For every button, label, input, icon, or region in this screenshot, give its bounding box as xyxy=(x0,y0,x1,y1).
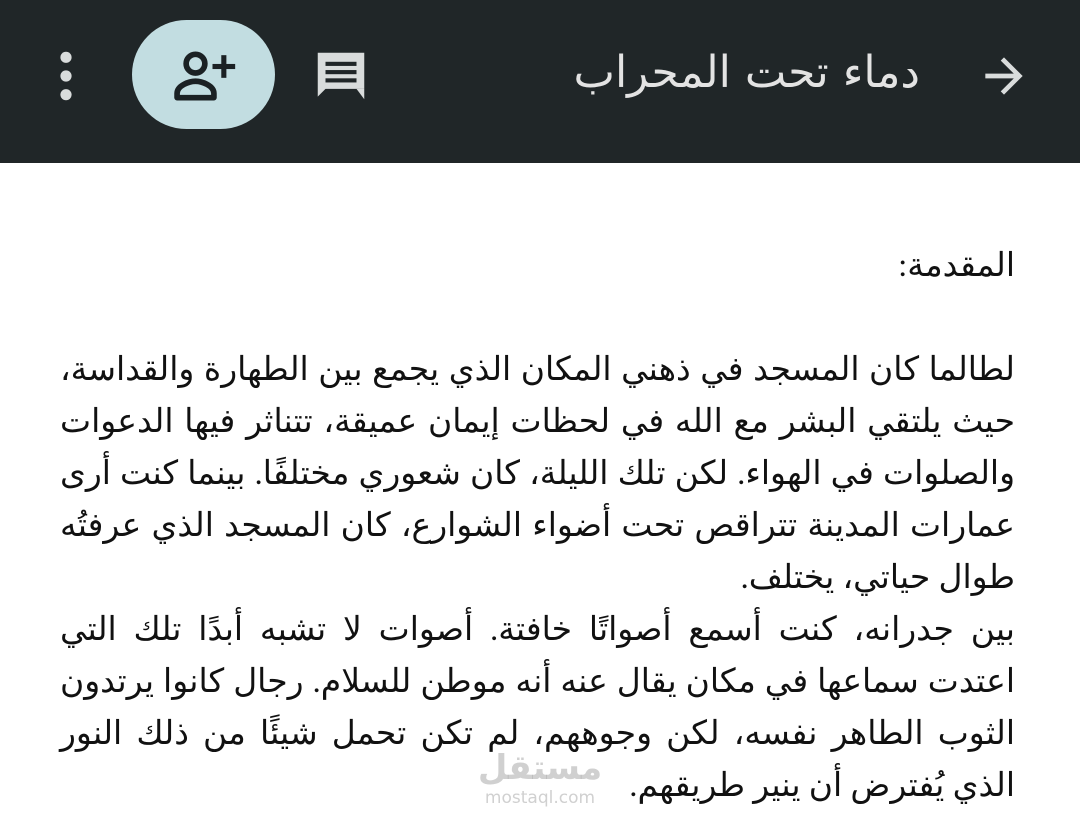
more-options-button[interactable] xyxy=(40,40,92,112)
add-person-button[interactable] xyxy=(132,20,275,129)
person-add-icon xyxy=(170,41,238,109)
arrow-forward-icon xyxy=(976,48,1032,104)
app-toolbar xyxy=(0,0,1080,163)
back-button[interactable] xyxy=(964,36,1044,116)
paragraph: بين جدرانه، كنت أسمع أصواتًا خافتة. أصوات لا تشبه أبدًا تلك التي اعتدت سماعها في مكان يقال عنه أنه موطن للسلام. رجال كانوا يرتدون الثوب الطاهر نفسه، لكن وجوههم، لم تكن تحمل شيئًا من ذلك النور الذي يُفترض أن ينير طريقهم. xyxy=(60,612,1015,804)
section-heading: المقدمة: xyxy=(898,248,1015,284)
document-title: دماء تحت المحراب xyxy=(573,47,920,98)
watermark-logo xyxy=(470,748,610,808)
watermark-latin: mostaql.com xyxy=(484,788,596,808)
more-vert-icon xyxy=(56,48,76,104)
document-body xyxy=(60,240,1015,812)
comments-button[interactable] xyxy=(300,36,382,116)
watermark-arabic: مستقل xyxy=(477,748,603,788)
paragraph: لطالما كان المسجد في ذهني المكان الذي يجمع بين الطهارة والقداسة، حيث يلتقي البشر مع الله في لحظات إيمان عميقة، تتناثر فيها الدعوات والصلوات في الهواء. لكن تلك الليلة، كان شعوري مختلفًا. بينما كنت أرى عمارات المدينة تتراقص تحت أضواء الشوارع، كان المسجد الذي عرفتُه طوال حياتي، يختلف. xyxy=(60,352,1015,596)
comment-icon xyxy=(310,45,372,107)
